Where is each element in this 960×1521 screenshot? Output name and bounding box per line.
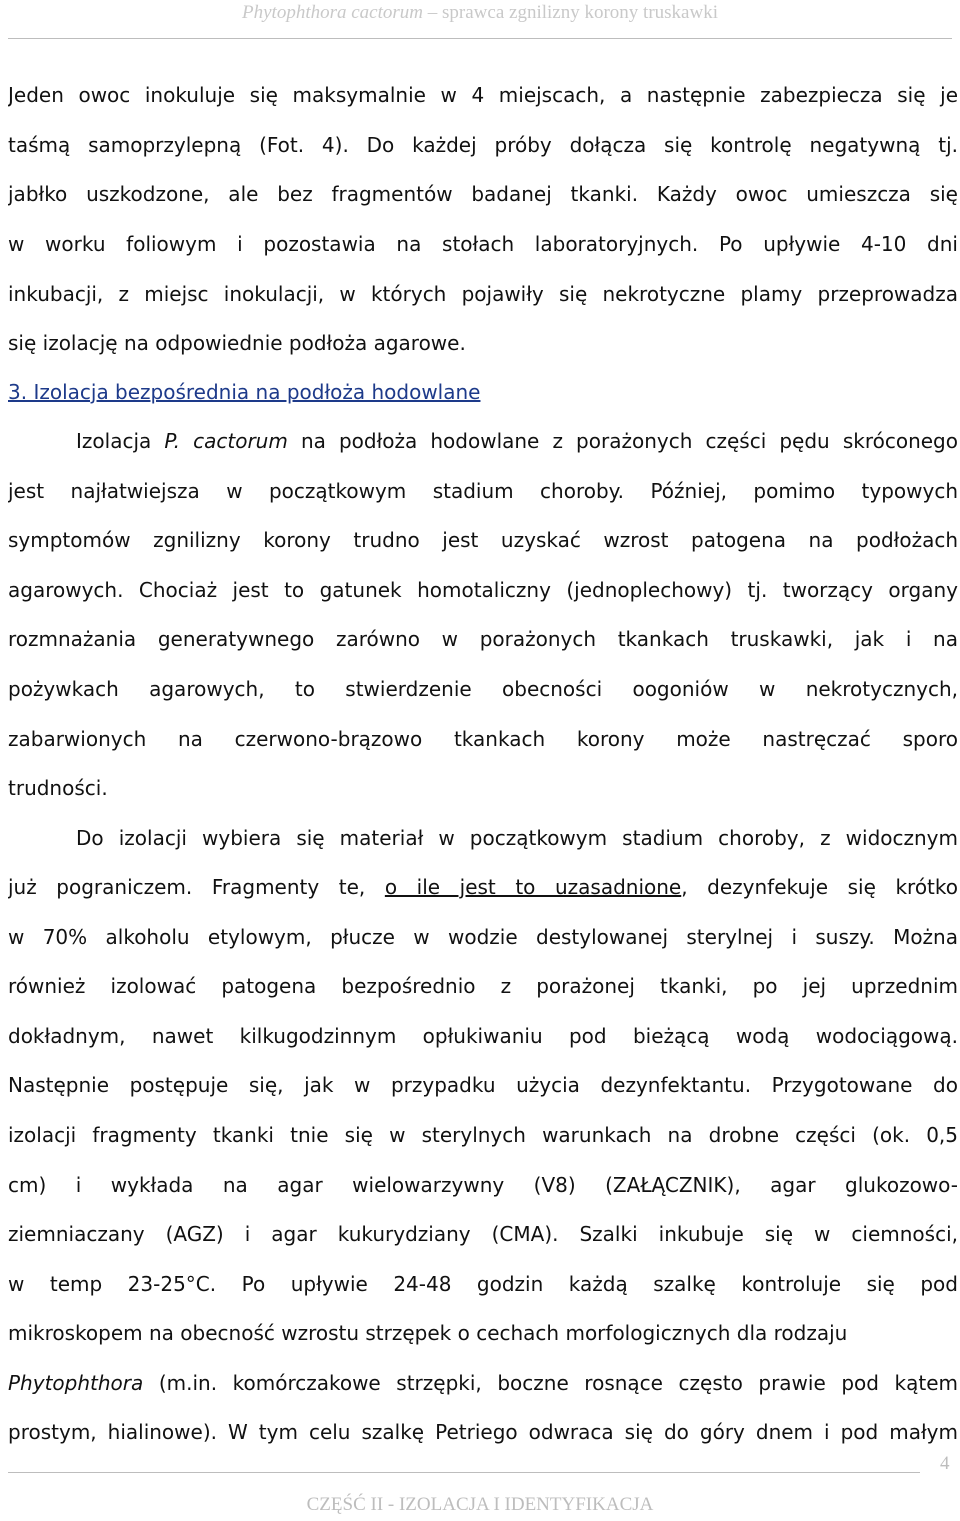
paragraph-line: agarowych. Chociaż jest to gatunek homotaliczny (jednoplechowy) tj. tworzący organy (8, 578, 958, 602)
paragraph-line: pożywkach agarowych, to stwierdzenie obecności oogoniów w nekrotycznych, (8, 677, 958, 701)
species-name: P. cactorum (164, 429, 288, 453)
paragraph-line: dokładnym, nawet kilkugodzinnym opłukiwaniu pod bieżącą wodą wodociągową. (8, 1024, 958, 1048)
footer-rule (8, 1472, 920, 1473)
paragraph-line: się izolację na odpowiednie podłoża agarowe. (8, 331, 466, 355)
paragraph-line: symptomów zgnilizny korony trudno jest uzyskać wzrost patogena na podłożach (8, 528, 958, 552)
paragraph-line: w temp 23-25°C. Po upływie 24-48 godzin każdą szalkę kontroluje się pod (8, 1272, 958, 1296)
paragraph-line: rozmnażania generatywnego zarówno w porażonych tkankach truskawki, jak i na (8, 627, 958, 651)
page-number: 4 (940, 1453, 950, 1474)
paragraph-line: cm) i wykłada na agar wielowarzywny (V8) (ZAŁĄCZNIK), agar glukozowo- (8, 1173, 958, 1197)
paragraph-line: Jeden owoc inokuluje się maksymalnie w 4 miejscach, a następnie zabezpiecza się je (8, 83, 958, 107)
paragraph-line: również izolować patogena bezpośrednio z porażonej tkanki, po jej uprzednim (8, 974, 958, 998)
paragraph-line: ziemniaczany (AGZ) i agar kukurydziany (CMA). Szalki inkubuje się w ciemności, (8, 1222, 958, 1246)
section-heading: 3. Izolacja bezpośrednia na podłoża hodowlane (8, 380, 481, 404)
paragraph-line: trudności. (8, 776, 108, 800)
paragraph-line: mikroskopem na obecność wzrostu strzępek o cechach morfologicznych dla rodzaju (8, 1321, 848, 1345)
paragraph-line: prostym, hialinowe). W tym celu szalkę Petriego odwraca się do góry dnem i pod małym (8, 1420, 958, 1444)
paragraph-line (76, 423, 958, 459)
genus-name: Phytophthora (8, 1371, 144, 1395)
paragraph-line (8, 869, 958, 905)
underlined-phrase: o ile jest to uzasadnione (384, 875, 682, 899)
paragraph-line: izolacji fragmenty tkanki tnie się w sterylnych warunkach na drobne części (ok. 0,5 (8, 1123, 958, 1147)
paragraph-line: w worku foliowym i pozostawia na stołach laboratoryjnych. Po upływie 4-10 dni (8, 232, 958, 256)
paragraph-line: inkubacji, z miejsc inokulacji, w których pojawiły się nekrotyczne plamy przeprowadza (8, 282, 958, 306)
paragraph-line: jest najłatwiejsza w początkowym stadium choroby. Później, pomimo typowych (8, 479, 958, 503)
running-header-species: Phytophthora cactorum (242, 2, 424, 23)
paragraph-line: w 70% alkoholu etylowym, płucze w wodzie destylowanej sterylnej i suszy. Można (8, 925, 958, 949)
paragraph-line (8, 1365, 958, 1401)
text-run: już pograniczem. Fragmenty te, (8, 875, 385, 899)
running-header (0, 0, 960, 30)
running-footer: CZĘŚĆ II - IZOLACJA I IDENTYFIKACJA (306, 1494, 654, 1515)
header-rule (8, 38, 952, 39)
text-run: (m.in. komórczakowe strzępki, boczne rosnące często prawie pod kątem (143, 1371, 958, 1395)
paragraph-line: taśmą samoprzylepną (Fot. 4). Do każdej próby dołącza się kontrolę negatywną tj. (8, 133, 958, 157)
running-header-title: – sprawca zgnilizny korony truskawki (423, 2, 718, 23)
text-run: Izolacja (76, 429, 165, 453)
text-run: , dezynfekuje się krótko (681, 875, 958, 899)
paragraph-line: zabarwionych na czerwono-brązowo tkankach korony może nastręczać sporo (8, 727, 958, 751)
text-run: na podłoża hodowlane z porażonych części pędu skróconego (287, 429, 958, 453)
paragraph-line: Następnie postępuje się, jak w przypadku użycia dezynfektantu. Przygotowane do (8, 1073, 958, 1097)
paragraph-line: jabłko uszkodzone, ale bez fragmentów badanej tkanki. Każdy owoc umieszcza się (8, 182, 958, 206)
paragraph-line: Do izolacji wybiera się materiał w początkowym stadium choroby, z widocznym (76, 826, 958, 850)
